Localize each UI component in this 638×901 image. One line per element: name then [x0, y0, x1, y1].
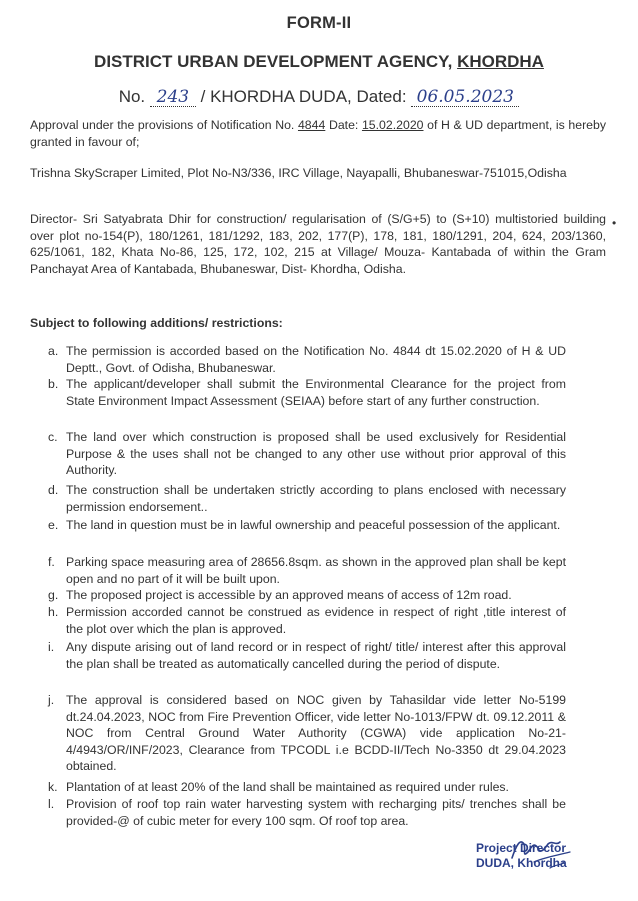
list-item-text: The proposed project is accessible by an approved means of access of 12m road.: [66, 588, 512, 602]
applicant-paragraph: Trishna SkyScraper Limited, Plot No-N3/336, IRC Village, Nayapalli, Bhubaneswar-751015,Odisha: [30, 166, 567, 180]
agency-place: KHORDHA: [457, 52, 544, 71]
list-item-text: Plantation of at least 20% of the land shall be maintained as required under rules.: [66, 780, 509, 794]
list-item-text: Permission accorded cannot be construed as evidence in respect of right ,title interest of the plot over which the plan is approved.: [66, 605, 566, 636]
margin-dot: •: [612, 216, 617, 230]
list-item-letter: d.: [48, 483, 59, 497]
list-item-text: The applicant/developer shall submit the Environmental Clearance for the project from State Environment Impact Assessment (SEIAA) before start of any further construction.: [66, 377, 566, 408]
ref-number-handwritten: 243: [150, 88, 196, 107]
notification-date: 15.02.2020: [361, 118, 424, 132]
list-item-text: The construction shall be undertaken strictly according to plans enclosed with necessary permission endorsement..: [66, 483, 566, 514]
list-item-text: The land over which construction is proposed shall be used exclusively for Residential Purpose & the uses shall not be changed to any other use without prior approval of this Authority.: [66, 430, 566, 477]
list-item-text: The permission is accorded based on the Notification No. 4844 dt 15.02.2020 of H & UD Deptt., Govt. of Odisha, Bhubaneswar.: [66, 344, 566, 375]
ref-middle: / KHORDHA DUDA, Dated:: [200, 87, 407, 106]
ref-prefix: No.: [118, 87, 146, 106]
list-item-letter: e.: [48, 518, 59, 532]
list-item-text: Any dispute arising out of land record or in respect of right/ title/ interest after this approval the plan shall be treated as automatically cancelled during the period of dispute.: [66, 640, 566, 671]
approval-text-1: Approval under the provisions of Notification No.: [30, 118, 298, 132]
list-item-text: The land in question must be in lawful ownership and peaceful possession of the applicant.: [66, 518, 561, 532]
signatory-title: Project Director: [476, 841, 567, 855]
list-item-text: Provision of roof top rain water harvesting system with recharging pits/ trenches shall be provided-@ of cubic meter for every 100 sqm. Of roof top area.: [66, 797, 566, 828]
approval-text-3: of H & UD department, is hereby granted in favour of;: [30, 118, 606, 149]
list-item-letter: g.: [48, 588, 59, 602]
notification-number: 4844: [297, 118, 326, 132]
list-item-text: Parking space measuring area of 28656.8sqm. as shown in the approved plan shall be kept open and no part of it will be built upon.: [66, 555, 566, 586]
subject-heading: Subject to following additions/ restrictions:: [30, 316, 283, 330]
list-item-letter: k.: [48, 780, 58, 794]
reference-line: [0, 87, 638, 107]
list-item-letter: f.: [48, 555, 55, 569]
ref-date-handwritten: 06.05.2023: [411, 88, 519, 107]
approval-text-2: Date:: [325, 118, 362, 132]
list-item-letter: h.: [48, 605, 59, 619]
signatory-organization: DUDA, Khordha: [476, 856, 567, 870]
approval-paragraph: [30, 117, 606, 150]
list-item-text: The approval is considered based on NOC given by Tahasildar vide letter No-5199 dt.24.04.2023, NOC from Fire Prevention Officer, vide letter No-1013/FPW dt. 09.12.2011 & NOC from Central Ground Water Authority (CGWA) vide application No-21-4/4943/OR/INF/2023, Clearance from TPCODL i.e BCDD-II/Tech No-3350 dt 29.04.2023 obtained.: [66, 693, 566, 773]
list-item-letter: i.: [48, 640, 55, 654]
form-title: FORM-II: [286, 14, 352, 32]
agency-name: DISTRICT URBAN DEVELOPMENT AGENCY,: [94, 52, 458, 71]
list-item-letter: a.: [48, 344, 59, 358]
list-item-letter: l.: [48, 797, 55, 811]
list-item-letter: c.: [48, 430, 58, 444]
agency-heading: [0, 52, 638, 72]
list-item-letter: j.: [48, 693, 55, 707]
director-paragraph: Director- Sri Satyabrata Dhir for construction/ regularisation of (S/G+5) to (S+10) multistoried building over plot no-154(P), 180/1261, 181/1292, 183, 202, 177(P), 178, 181, 180/1291, 204, 624, 203/1360, 625/1061, 182, Khata No-86, 125, 172, 102, 215 at Village/ Mouza- Kantabada of within the Gram Panchayat Area of Kantabada, Bhubaneswar, Dist- Khordha, Odisha.: [30, 212, 606, 276]
list-item-letter: b.: [48, 377, 59, 391]
